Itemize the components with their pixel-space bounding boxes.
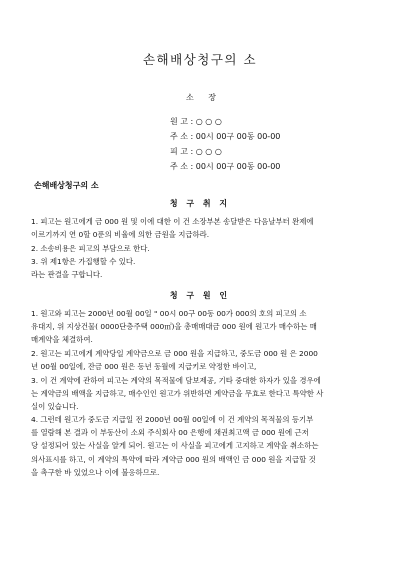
cause-heading: 청 구 원 인 — [169, 291, 231, 300]
lawsuit-name: 손해배상청구의 소 — [34, 181, 99, 190]
claim-heading: 청 구 취 지 — [169, 199, 231, 208]
cause-paragraph-2: 2. 원고는 피고에게 계약당일 계약금으로 금 000 원을 지급하고, 중도금 000 원 은 2000 년 00월 00일에, 잔금 000 원은 동년 동월에 지급키로 약정한 바이고, — [31, 349, 318, 372]
defendant-address: 주 소 : 00시 00구 00동 00-00 — [170, 162, 281, 171]
document-title: 손해배상청구의 소 — [142, 52, 258, 67]
plaintiff-name: 원 고 : ○ ○ ○ — [170, 117, 222, 126]
plaintiff-address: 주 소 : 00시 00구 00동 00-00 — [170, 132, 281, 141]
cause-paragraph-1: 1. 원고와 피고는 2000년 00월 00일 " 00시 00구 00동 00가 000의 호의 피고의 소 유대지, 위 지상건물( 0000단층주택 000㎡)을 총매매대금 000 원에 원고가 매수하는 매 매계약을 체결하여. — [31, 309, 317, 345]
claim-paragraph-2: 2. 소송비용은 피고의 부담으로 한다. — [31, 244, 150, 253]
defendant-name: 피 고 : ○ ○ ○ — [170, 147, 222, 156]
document-subtitle: 소 장 — [186, 93, 222, 102]
claim-paragraph-3: 3. 위 제1항은 가집행할 수 있다. 라는 판결을 구합니다. — [31, 257, 136, 280]
claim-paragraph-1: 1. 피고는 원고에게 금 000 원 및 이에 대한 이 건 소장부본 송달받은 다음날부터 완제에 이르기까지 연 0할 0푼의 비율에 의한 금원을 지급하라. — [31, 217, 314, 240]
cause-paragraph-3: 3. 이 건 계약에 관하여 피고는 계약의 목적물에 담보제공, 기타 중대한 하자가 있을 경우에 는 계약금의 배액을 지급하고, 매수인인 원고가 위반하면 계약금을 무효로 한다고 특약한 사 실이 있습니다. — [31, 376, 324, 412]
cause-paragraph-4: 4. 그런데 원고가 중도금 지급일 전 2000년 00월 00일에 이 건 계약의 목적물의 등기부 를 열람해 본 결과 이 부동산이 소외 주식회사 00 은행에 채권최고액 금 000 원에 근저 당 설정되어 있는 사실을 알게 되어. 원고는 이 사실을 피고에게 고지하고 계약을 취소하는 의사표시를 하고, 이 계약의 특약에 따라 계약금 000 원의 배액인 금 000 원을 지급할 것 을 촉구한 바 있었으나 이에 불응하므로. — [31, 415, 319, 477]
